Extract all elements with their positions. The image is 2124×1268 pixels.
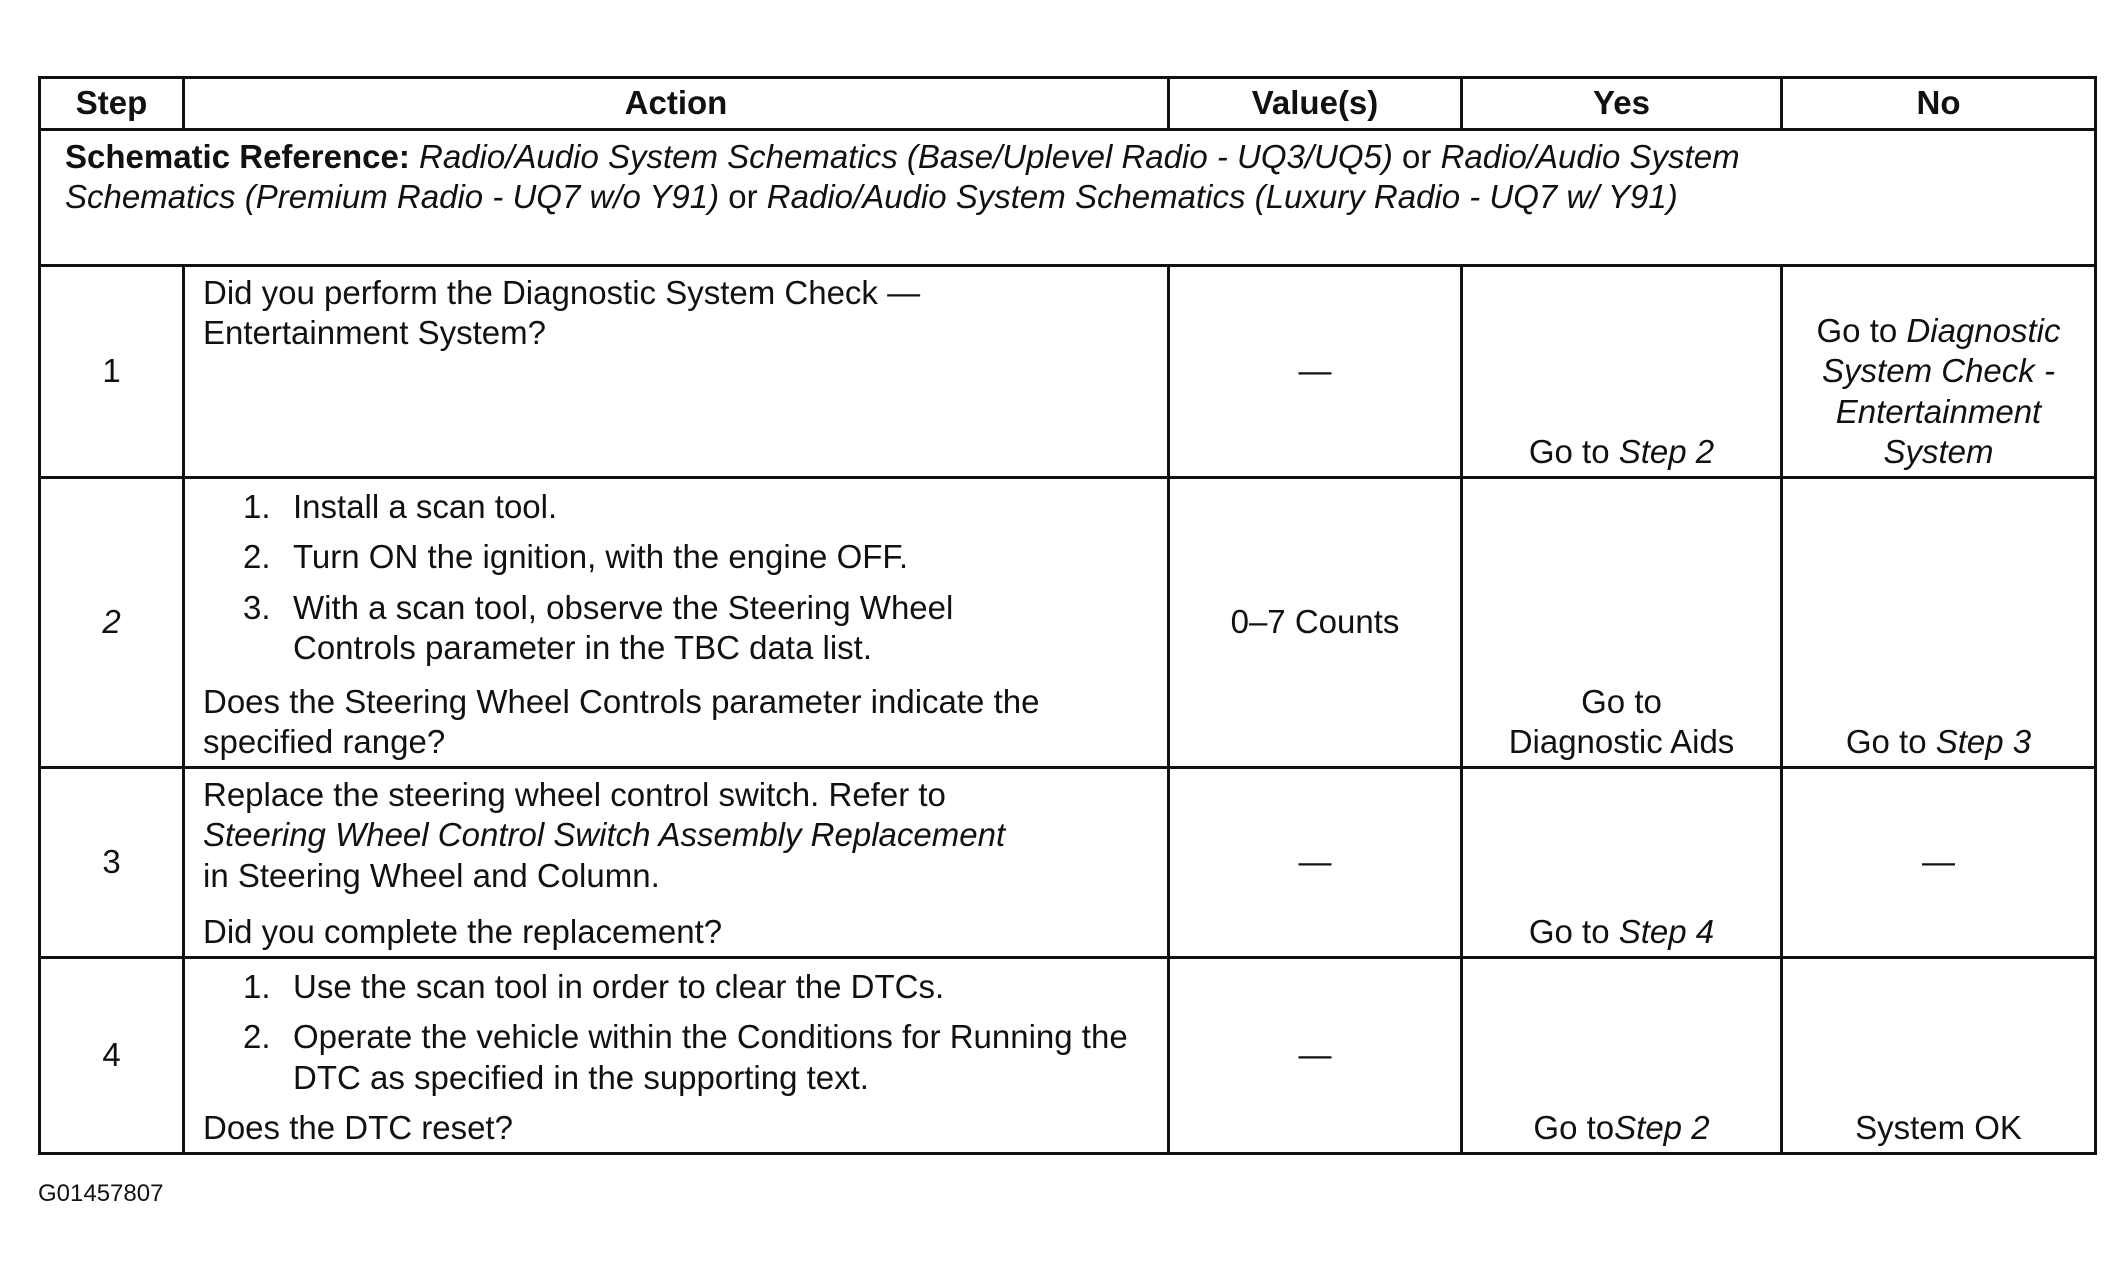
action-question: Did you complete the replacement? [203,912,723,950]
list-item [243,967,1149,1007]
header-values: Value(s) [1169,78,1462,130]
action-cell [184,958,1169,1154]
action-text: Did you perform the Diagnostic System Check — Entertainment System? [203,274,921,352]
no-link-diagnostic-check[interactable]: Diagnostic System Check - Entertainment System [1822,312,2061,470]
action-question: Does the DTC reset? [203,1108,513,1146]
value-cell: — [1169,958,1462,1154]
or-text: or [719,178,767,216]
action-steps-list [203,487,1149,668]
header-no: No [1782,78,2096,130]
no-cell [1782,266,2096,478]
header-row [40,78,2096,130]
list-item [243,1017,1149,1098]
action-cell [184,478,1169,768]
schematic-reference-label: Schematic Reference: [65,138,410,175]
step-text: Turn ON the ignition, with the engine OFF. [293,538,909,576]
step-number: 1 [40,266,184,478]
action-text: Replace the steering wheel control switch. Refer to [203,776,946,813]
header-action: Action [184,78,1169,130]
yes-cell [1462,768,1782,958]
yes-cell [1462,266,1782,478]
yes-cell [1462,478,1782,768]
step-text: Use the scan tool in order to clear the DTCs. [293,968,945,1005]
step-num: 1. [243,488,271,525]
yes-link-step[interactable]: Step 2 [1618,432,1715,470]
value-cell: — [1169,768,1462,958]
step-text: With a scan tool, observe the Steering Wheel Controls parameter in the TBC data list. [293,588,954,666]
or-text: or [1392,138,1441,175]
step-number: 2 [40,478,184,768]
step-num: 2. [243,1018,271,1056]
schematic-link-base-uplevel[interactable]: Radio/Audio System Schematics (Base/Uplevel Radio - UQ3/UQ5) [419,138,1393,175]
step-text: Operate the vehicle within the Conditions for Running the DTC as specified in the supporting text. [293,1018,1128,1096]
step-text: Install a scan tool. [293,488,558,525]
no-cell: System OK [1782,958,2096,1154]
no-prefix: Go to [1845,722,1936,760]
step-number: 4 [40,958,184,1154]
yes-prefix: Go to [1533,1108,1615,1146]
schematic-reference-cell [40,130,2096,266]
table-row [40,478,2096,768]
header-step: Step [40,78,184,130]
step-num: 3. [243,588,271,626]
step-num: 2. [243,538,271,576]
header-yes: Yes [1462,78,1782,130]
action-text: in Steering Wheel and Column. [203,856,660,894]
no-prefix: Go to [1816,312,1907,349]
yes-prefix: Go to [1528,432,1619,470]
table-row [40,768,2096,958]
yes-link-step[interactable]: Step 4 [1618,912,1715,950]
yes-link-diagnostic-aids[interactable]: Diagnostic Aids [1508,722,1735,760]
action-link-replacement[interactable]: Steering Wheel Control Switch Assembly Replacement [203,816,1006,854]
list-item [243,588,1149,669]
list-item [243,487,1149,527]
schematic-reference-row [40,130,2096,266]
figure-id: G01457807 [38,1180,164,1207]
table-row [40,266,2096,478]
diagnostic-table [38,76,2097,1155]
yes-link-step[interactable]: Step 2 [1614,1108,1710,1146]
step-number: 3 [40,768,184,958]
value-cell: 0–7 Counts [1169,478,1462,768]
list-item [243,537,1149,577]
action-steps-list [203,967,1149,1098]
no-cell [1782,478,2096,768]
schematic-link-premium[interactable]: Radio/Audio System Schematics (Premium Radio - UQ7 w/o Y91) [65,138,1740,216]
action-cell [184,768,1169,958]
yes-prefix: Go to [1528,912,1619,950]
value-cell: — [1169,266,1462,478]
no-cell: — [1782,768,2096,958]
yes-line1: Go to [1581,682,1662,720]
no-link-step[interactable]: Step 3 [1935,722,2032,760]
action-question: Does the Steering Wheel Controls parameter indicate the specified range? [203,682,1040,760]
yes-cell [1462,958,1782,1154]
action-cell [184,266,1169,478]
table-row [40,958,2096,1154]
schematic-link-luxury[interactable]: Radio/Audio System Schematics (Luxury Radio - UQ7 w/ Y91) [766,178,1678,216]
step-num: 1. [243,968,271,1005]
